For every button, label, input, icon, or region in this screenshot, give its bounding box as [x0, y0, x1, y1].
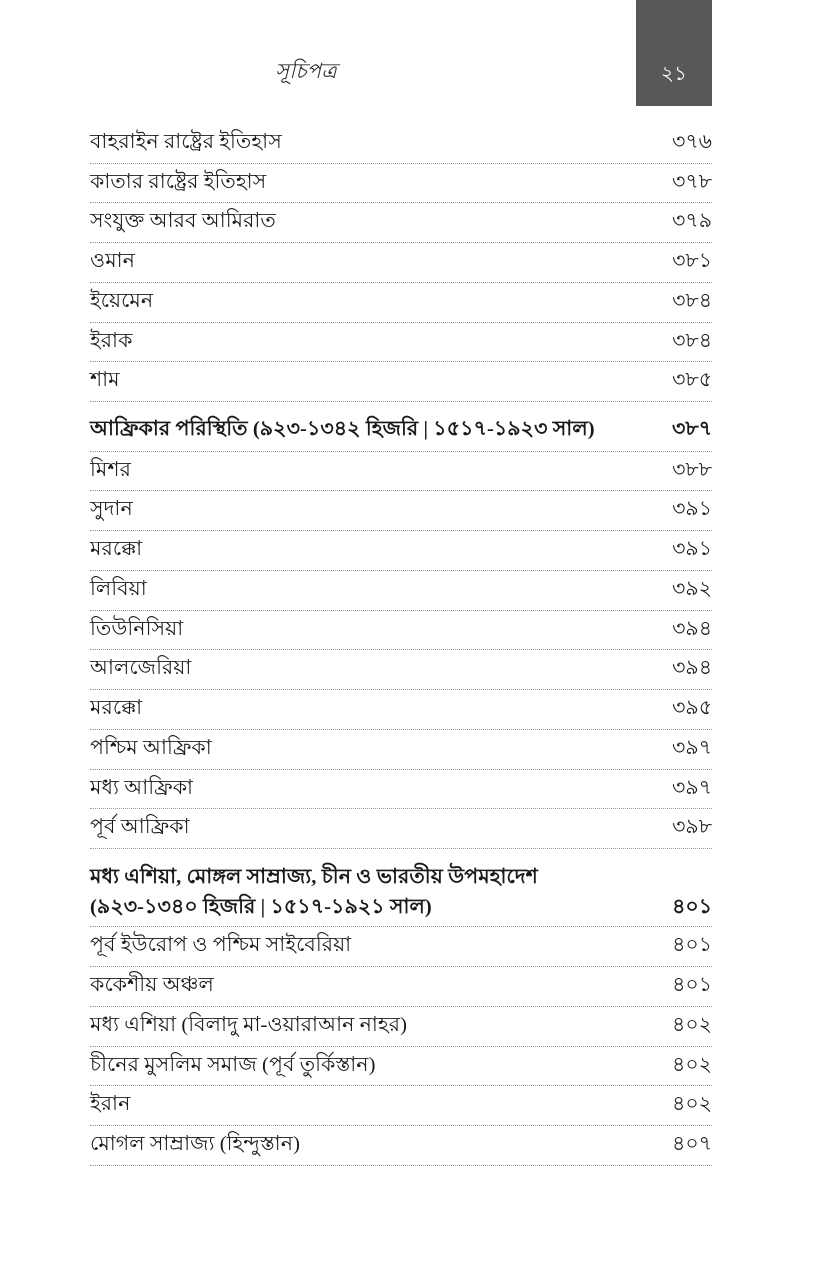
toc-entry-row[interactable] — [90, 452, 712, 492]
toc-page-number: ৪০১ — [672, 895, 712, 918]
toc-entry-label — [90, 654, 660, 684]
toc-entry-row[interactable] — [90, 1126, 712, 1166]
toc-label-line: ওমান — [90, 250, 135, 273]
toc-entry-row[interactable] — [90, 124, 712, 164]
toc-entry-label — [90, 971, 660, 1001]
toc-entry-label — [90, 495, 660, 525]
toc-page-number: ৩৭৮ — [672, 170, 712, 193]
toc-label-line: পূর্ব ইউরোপ ও পশ্চিম সাইবেরিয়া — [90, 934, 352, 957]
toc-page-number: ৩৯২ — [672, 577, 712, 600]
toc-entry-row[interactable] — [90, 650, 712, 690]
toc-entry-row[interactable] — [90, 283, 712, 323]
toc-entry-row[interactable] — [90, 323, 712, 363]
toc-entry-label — [90, 1011, 660, 1041]
folio-number: ২১ — [661, 63, 687, 85]
toc-page-number: ৩৮৮ — [672, 458, 712, 481]
toc-entry-label — [90, 247, 660, 277]
toc-entry-label — [90, 615, 660, 645]
toc-entry-label — [90, 207, 660, 237]
toc-section-row[interactable] — [90, 849, 712, 927]
toc-entry-label — [90, 366, 660, 396]
toc-page-number: ৪০১ — [672, 934, 712, 957]
toc-entry-label — [90, 931, 660, 961]
toc-label-line: ককেশীয় অঞ্চল — [90, 974, 214, 997]
toc-entry-row[interactable] — [90, 967, 712, 1007]
toc-entry-row[interactable] — [90, 491, 712, 531]
toc-label-line: বাহরাইন রাষ্ট্রের ইতিহাস — [90, 131, 282, 153]
toc-label-line: আফ্রিকার পরিস্থিতি (৯২৩-১৩৪২ হিজরি | ১৫১৭-১৯২৩ সাল) — [90, 418, 595, 441]
toc-label-line: পশ্চিম আফ্রিকা — [90, 736, 212, 759]
toc-label-line: মধ্য এশিয়া, মোঙ্গল সাম্রাজ্য, চীন ও ভারতীয় উপমহাদেশ — [90, 865, 538, 888]
toc-page-number: ৩৮৪ — [672, 329, 712, 352]
toc-entry-label — [90, 456, 660, 486]
toc-label-line: তিউনিসিয়া — [90, 617, 184, 640]
toc-entry-label — [90, 287, 660, 317]
folio-box — [636, 0, 712, 106]
toc-entry-row[interactable] — [90, 1007, 712, 1047]
toc-entry-row[interactable] — [90, 362, 712, 402]
toc-label-line: চীনের মুসলিম সমাজ (পূর্ব তুর্কিস্তান) — [90, 1053, 376, 1076]
toc-entry-row[interactable] — [90, 611, 712, 651]
table-of-contents — [90, 124, 712, 1166]
toc-entry-row[interactable] — [90, 164, 712, 204]
toc-label-line: মিশর — [90, 458, 131, 481]
toc-section-label — [90, 863, 660, 922]
toc-page-number: ৪০২ — [672, 1093, 712, 1116]
toc-page-number: ৪০২ — [672, 1013, 712, 1036]
toc-label-line: আলজেরিয়া — [90, 657, 192, 680]
toc-entry-row[interactable] — [90, 243, 712, 283]
toc-label-line: মধ্য এশিয়া (বিলাদু মা-ওয়ারাআন নাহর) — [90, 1013, 408, 1036]
toc-page-number: ৪০১ — [672, 974, 712, 997]
toc-page-number: ৩৯৪ — [672, 617, 712, 640]
toc-label-line: কাতার রাষ্ট্রের ইতিহাস — [90, 170, 267, 193]
toc-page-number: ৩৯৮ — [672, 816, 712, 839]
toc-page-number: ৩৭৯ — [672, 210, 712, 233]
toc-entry-row[interactable] — [90, 571, 712, 611]
toc-label-line: ইরাক — [90, 329, 133, 352]
toc-label-line: মরক্কো — [90, 697, 143, 720]
toc-label-line: পূর্ব আফ্রিকা — [90, 816, 190, 839]
toc-entry-row[interactable] — [90, 927, 712, 967]
toc-page-number: ৩৯৭ — [672, 736, 712, 759]
toc-label-line: মরক্কো — [90, 538, 143, 561]
toc-entry-label — [90, 1090, 660, 1120]
toc-entry-row[interactable] — [90, 690, 712, 730]
toc-label-line: শাম — [90, 369, 120, 392]
toc-label-line: ইয়েমেন — [90, 289, 154, 312]
toc-entry-label — [90, 694, 660, 724]
toc-page-number: ৩৮৫ — [672, 369, 712, 392]
toc-page-number: ৩৯১ — [672, 538, 712, 561]
toc-entry-label — [90, 1130, 660, 1160]
toc-entry-label — [90, 327, 660, 357]
toc-page-number: ৩৯৫ — [672, 697, 712, 720]
toc-page-number: ৩৮৭ — [672, 418, 712, 441]
toc-page-number: ৩৯১ — [672, 498, 712, 521]
toc-page-number: ৩৭৬ — [672, 131, 712, 153]
toc-label-line: মোগল সাম্রাজ্য (হিন্দুস্তান) — [90, 1132, 300, 1155]
toc-page-number: ৪০২ — [672, 1053, 712, 1076]
toc-entry-row[interactable] — [90, 531, 712, 571]
toc-page-number: ৩৮১ — [672, 250, 712, 273]
toc-label-line: লিবিয়া — [90, 577, 147, 600]
toc-label-line: ইরান — [90, 1093, 131, 1116]
toc-entry-label — [90, 774, 660, 804]
page-title: সূচিপত্র — [275, 59, 337, 83]
toc-label-line: সুদান — [90, 498, 133, 521]
toc-entry-row[interactable] — [90, 1086, 712, 1126]
toc-entry-label — [90, 168, 660, 198]
toc-entry-row[interactable] — [90, 730, 712, 770]
toc-label-line: মধ্য আফ্রিকা — [90, 776, 194, 799]
toc-entry-row[interactable] — [90, 770, 712, 810]
toc-entry-row[interactable] — [90, 809, 712, 849]
toc-page-number: ৩৯৪ — [672, 657, 712, 680]
toc-section-row[interactable] — [90, 402, 712, 452]
toc-entry-label — [90, 1051, 660, 1081]
toc-label-line: সংযুক্ত আরব আমিরাত — [90, 210, 276, 233]
toc-page-number: ৩৯৭ — [672, 776, 712, 799]
page-running-header — [0, 0, 822, 108]
toc-entry-label — [90, 734, 660, 764]
toc-entry-label — [90, 575, 660, 605]
toc-section-label — [90, 415, 660, 445]
toc-entry-row[interactable] — [90, 1047, 712, 1087]
toc-page-number: ৪০৭ — [672, 1132, 712, 1155]
toc-label-line: (৯২৩-১৩৪০ হিজরি | ১৫১৭-১৯২১ সাল) — [90, 895, 432, 918]
toc-entry-label — [90, 813, 660, 843]
toc-entry-label — [90, 535, 660, 565]
toc-page-number: ৩৮৪ — [672, 289, 712, 312]
toc-entry-row[interactable] — [90, 203, 712, 243]
toc-entry-label — [90, 128, 660, 158]
